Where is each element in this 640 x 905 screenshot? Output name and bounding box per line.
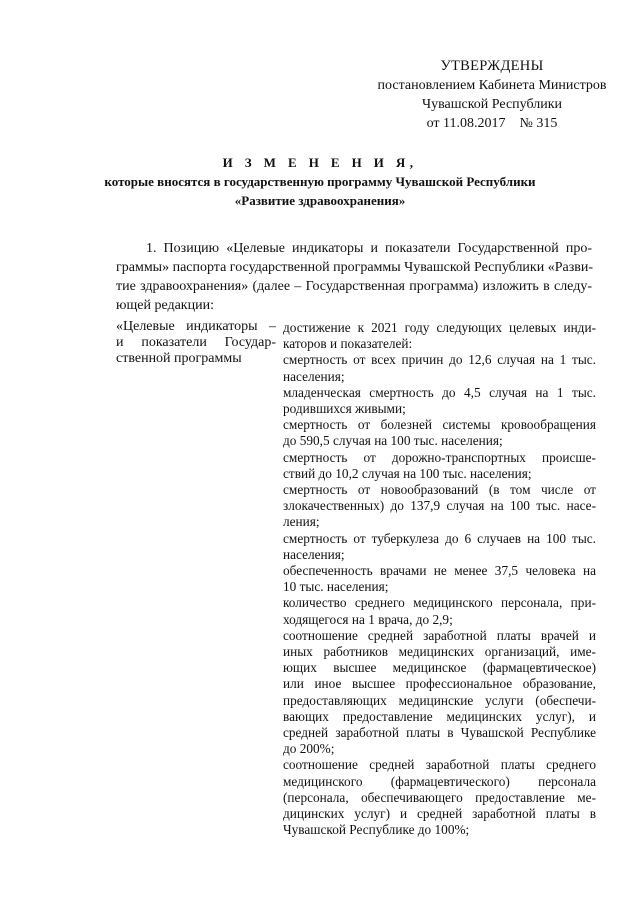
indicator-line: обеспеченность врачами не менее 37,5 человека на xyxy=(283,563,596,579)
indicator-line: средней заработной платы в Чувашской Республике xyxy=(283,725,596,741)
indicator-line: вающих предоставление медицинских услуг), и xyxy=(283,708,596,724)
indicator-line: ствий до 10,2 случая на 100 тыс. населения; xyxy=(283,465,532,481)
indicator-line: родившихся живыми; xyxy=(283,401,406,417)
indicator-line: каторов и показателей: xyxy=(283,336,413,352)
approval-line-1: постановлением Кабинета Министров xyxy=(377,78,607,93)
approval-line-3: от 11.08.2017 № 315 xyxy=(426,116,558,131)
title-main: И З М Е Н Е Н И Я, xyxy=(222,155,418,170)
indicator-line: ющих высшее медицинское (фармацевтическое) xyxy=(283,660,596,676)
indicator-line: предоставляющих медицинские услуги (обеспечи- xyxy=(283,692,596,708)
approval-line-2: Чувашской Республики xyxy=(421,97,563,112)
indicator-line: населения; xyxy=(283,546,345,562)
indicator-line: 10 тыс. населения; xyxy=(283,579,389,595)
indicator-line: злокачественных) до 137,9 случая на 100 тыс. насе- xyxy=(283,498,596,514)
indicator-line: достижение к 2021 году следующих целевых инди- xyxy=(283,320,596,335)
paragraph-line: тие здравоохранения» (далее – Государственная программа) изложить в следу- xyxy=(116,279,592,294)
approval-heading: УТВЕРЖДЕНЫ xyxy=(440,58,544,74)
indicator-line: смертность от новообразований (в том числе от xyxy=(283,482,596,498)
indicator-heading-line: и показатели Государ- xyxy=(116,335,276,350)
indicator-line: смертность от болезней системы кровообращения xyxy=(283,417,596,433)
intro-paragraph xyxy=(116,239,592,315)
indicator-line: населения; xyxy=(283,368,345,384)
indicator-line: до 200%; xyxy=(283,741,335,757)
indicator-line: ления; xyxy=(283,514,320,530)
indicator-line: или иное высшее профессиональное образование, xyxy=(283,676,596,692)
paragraph-line: ющей редакции: xyxy=(116,298,214,313)
indicator-line: количество среднего медицинского персонала, при- xyxy=(283,595,596,611)
indicator-line: (персонала, обеспечивающего предоставление ме- xyxy=(283,789,596,805)
approval-block xyxy=(372,57,612,133)
indicator-line: иных работников медицинских организаций, име- xyxy=(283,644,596,660)
indicator-line: дицинских услуг) и средней заработной платы в xyxy=(283,806,596,822)
title-subtitle-2: «Развитие здравоохранения» xyxy=(234,193,406,208)
paragraph-line: 1. Позицию «Целевые индикаторы и показатели Государственной про- xyxy=(146,241,592,256)
indicator-line: соотношение средней заработной платы врачей и xyxy=(283,627,596,643)
indicator-line: смертность от дорожно-транспортных происше- xyxy=(283,449,596,465)
indicator-heading-line: «Целевые индикаторы – xyxy=(116,319,276,334)
indicator-line: младенческая смертность до 4,5 случая на 1 тыс. xyxy=(283,384,596,400)
indicator-heading-line: ственной программы xyxy=(116,351,242,366)
indicator-line: Чувашской Республике до 100%; xyxy=(283,822,470,838)
indicator-line: до 590,5 случая на 100 тыс. населения; xyxy=(283,433,503,449)
table-left-column xyxy=(116,319,276,367)
indicator-line: соотношение средней заработной платы среднего xyxy=(283,757,596,773)
indicator-line: смертность от туберкулеза до 6 случаев на 100 тыс. xyxy=(283,530,596,546)
indicator-line: ходящегося на 1 врача, до 2,9; xyxy=(283,611,453,627)
table-right-column xyxy=(283,320,596,839)
indicator-line: смертность от всех причин до 12,6 случая на 1 тыс. xyxy=(283,352,596,368)
document-title xyxy=(60,153,580,210)
paragraph-line: граммы» паспорта государственной программы Чувашской Республики «Разви- xyxy=(116,260,594,275)
indicator-line: медицинского (фармацевтического) персонала xyxy=(283,773,596,789)
title-subtitle-1: которые вносятся в государственную программу Чувашской Республики xyxy=(104,174,536,189)
